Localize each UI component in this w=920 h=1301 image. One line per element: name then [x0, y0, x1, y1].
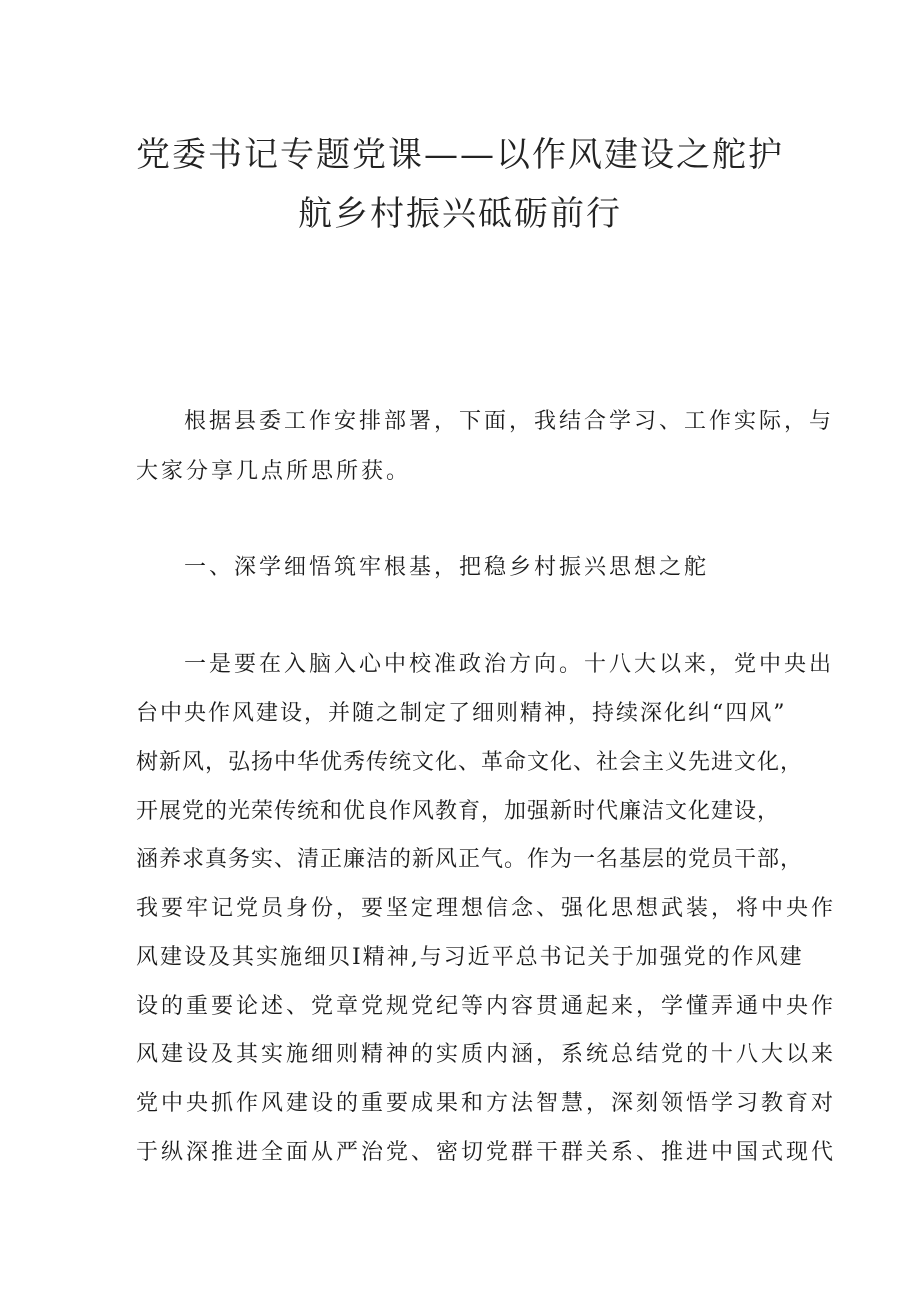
intro-line-1: 根据县委工作安排部署，下面，我结合学习、工作实际，与	[184, 409, 835, 434]
body-line: 风建设及其实施细贝I精神,与习近平总书记关于加强党的作风建	[136, 945, 804, 970]
document-title-line-2: 航乡村振兴砥砺前行	[298, 194, 622, 234]
body-line: 我要牢记党员身份，要坚定理想信念、强化思想武装，将中央作	[136, 896, 837, 921]
body-line: 开展党的光荣传统和优良作风教育，加强新时代廉洁文化建设，	[136, 799, 781, 824]
body-line: 台中央作风建设，并随之制定了细则精神，持续深化纠“四风”	[136, 701, 787, 726]
body-line: 风建设及其实施细则精神的实质内涵，系统总结党的十八大以来	[136, 1042, 837, 1067]
body-line: 党中央抓作风建设的重要成果和方法智慧，深刻领悟学习教育对	[136, 1091, 837, 1116]
body-line: 于纵深推进全面从严治党、密切党群干群关系、推进中国式现代	[136, 1140, 837, 1165]
body-line: 一是要在入脑入心中校准政治方向。十八大以来，党中央出	[184, 652, 835, 677]
body-line: 涵养求真务实、清正廉洁的新风正气。作为一名基层的党员干部，	[136, 847, 804, 872]
section-heading: 一、深学细悟筑牢根基，把稳乡村振兴思想之舵	[184, 555, 710, 580]
document-title-line-1: 党委书记专题党课——以作风建设之舵护	[136, 135, 784, 175]
body-line: 树新风，弘扬中华优秀传统文化、革命文化、社会主义先进文化，	[136, 750, 804, 775]
intro-line-2: 大家分享几点所思所获。	[136, 459, 412, 484]
body-line: 设的重要论述、党章党规党纪等内容贯通起来，学懂弄通中央作	[136, 994, 837, 1019]
